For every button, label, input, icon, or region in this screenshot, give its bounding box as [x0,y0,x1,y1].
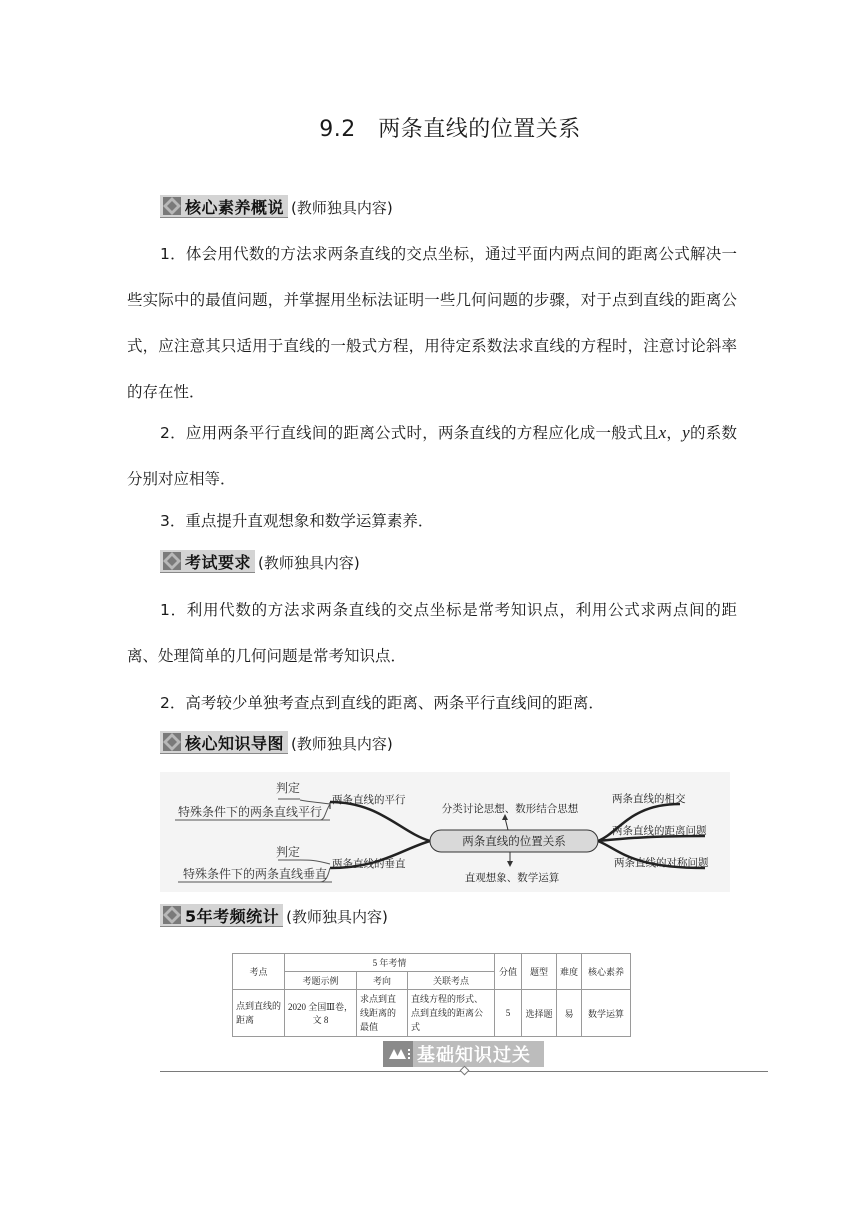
page-title: 9.2 两条直线的位置关系 [319,117,581,142]
mindmap-top-note: 分类讨论思想、数形结合思想 [441,803,579,815]
table-cell-score: 5 [495,990,522,1037]
table-cell-related: 直线方程的形式、点到直线的距离公式 [408,990,495,1037]
section-note: (教师独具内容) [258,554,360,572]
table-cell-example: 2020 全国Ⅲ卷，文 8 [285,990,357,1037]
section-note: (教师独具内容) [291,199,393,217]
table-header-point: 考点 [233,954,285,990]
diamond-pattern-icon [163,552,181,570]
table-cell-difficulty: 易 [557,990,582,1037]
section-heading-core [160,194,393,218]
mindmap-left-bottom: 两条直线的垂直 [332,858,406,870]
mindmap-left-top-special: 特殊条件下的两条直线平行 [177,805,323,819]
section-note: (教师独具内容) [286,908,388,926]
table-header-example: 考题示例 [285,972,357,990]
table-header-direction: 考向 [357,972,408,990]
exam-paragraph-1: 1．利用代数的方法求两条直线的交点坐标是常考知识点，利用公式求两点间的距离、处理简单的几何问题是常考知识点． [127,601,737,665]
core-paragraph-1: 1．体会用代数的方法求两条直线的交点坐标，通过平面内两点间的距离公式解决一些实际中的最值问题，并掌握用坐标法证明一些几何问题的步骤，对于点到直线的距离公式，应注意其只适用于直线的一般式方程，用待定系数法求直线的方程时，注意讨论斜率的存在性． [127,245,737,401]
table-header-related: 关联考点 [408,972,495,990]
section-heading-text: 核心素养概说 [185,197,285,217]
mindmap-center-text: 两条直线的位置关系 [462,834,566,848]
section-heading-text: 5年考频统计 [185,906,280,926]
table-header-5yr: 5 年考情 [285,954,495,972]
section-heading-map [160,730,393,754]
mindmap-left-bottom-judge: 判定 [275,845,301,859]
core-paragraph-2: 2．应用两条平行直线间的距离公式时，两条直线的方程应化成一般式且x，y的系数分别对应相等． [127,423,737,488]
table-row [233,990,631,1037]
knowledge-mindmap [160,772,730,892]
mindmap-left-top-judge: 判定 [275,781,301,795]
divider-diamond-icon [460,1066,470,1076]
table-header-core: 核心素养 [582,954,631,990]
table-header-type: 题型 [522,954,557,990]
diamond-pattern-icon [163,906,181,924]
mindmap-right-3: 两条直线的对称问题 [614,857,709,869]
table-cell-core: 数学运算 [582,990,631,1037]
section-banner [383,1041,544,1067]
mindmap-right-2: 两条直线的距离问题 [612,825,707,837]
table-header-difficulty: 难度 [557,954,582,990]
table-cell-type: 选择题 [522,990,557,1037]
mindmap-right-1: 两条直线的相交 [612,793,686,805]
mindmap-left-bottom-special: 特殊条件下的两条直线垂直 [182,867,328,881]
triangles-icon [383,1041,413,1067]
mindmap-left-top: 两条直线的平行 [332,794,406,806]
section-heading-text: 考试要求 [185,552,252,572]
mindmap-bottom-note: 直观想象、数学运算 [464,872,560,884]
section-heading-exam [160,549,360,573]
diamond-pattern-icon [163,197,181,215]
section-note: (教师独具内容) [291,735,393,753]
exam-frequency-table [232,953,631,1037]
diamond-pattern-icon [163,733,181,751]
table-cell-point: 点到直线的距离 [233,990,285,1037]
section-heading-text: 核心知识导图 [185,733,285,753]
core-paragraph-3: 3．重点提升直观想象和数学运算素养． [160,512,434,530]
banner-text: 基础知识过关 [417,1045,531,1066]
table-header-score: 分值 [495,954,522,990]
table-cell-direction: 求点到直线距离的最值 [357,990,408,1037]
section-heading-stats [160,903,388,927]
exam-paragraph-2: 2．高考较少单独考查点到直线的距离、两条平行直线间的距离． [160,694,604,712]
